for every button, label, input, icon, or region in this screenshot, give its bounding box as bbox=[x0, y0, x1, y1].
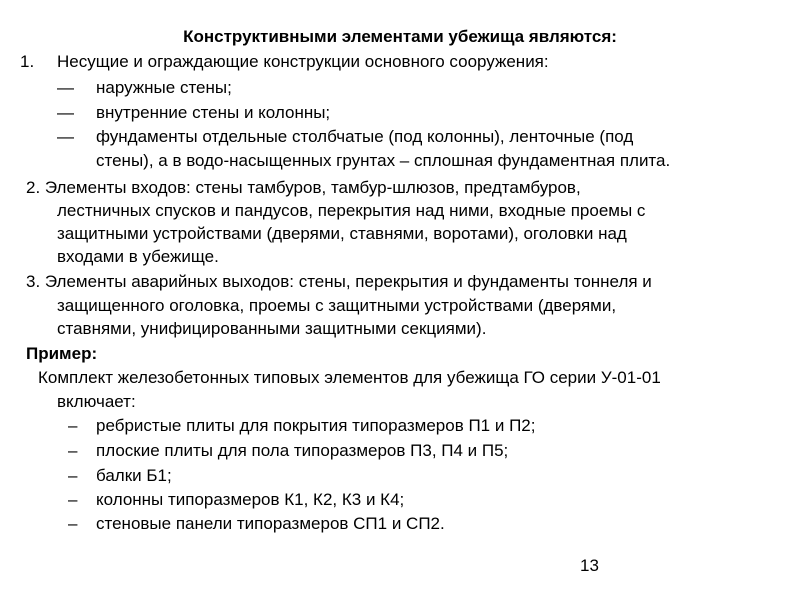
example-item-wall-panels: стеновые панели типоразмеров СП1 и СП2. bbox=[96, 514, 445, 533]
slide-title: Конструктивными элементами убежища являются: bbox=[183, 27, 617, 46]
dash-marker: – bbox=[68, 490, 78, 509]
example-item-columns: колонны типоразмеров К1, К2, К3 и К4; bbox=[96, 490, 405, 509]
subitem-inner-walls: внутренние стены и колонны; bbox=[96, 103, 331, 122]
dash-marker: – bbox=[68, 416, 78, 435]
example-item-beams: балки Б1; bbox=[96, 466, 172, 485]
subitem-foundations-line-2: стены), а в водо-насыщенных грунтах – сплошная фундаментная плита. bbox=[96, 151, 671, 170]
item-3-line-1: 3. Элементы аварийных выходов: стены, перекрытия и фундаменты тоннеля и bbox=[26, 272, 652, 291]
list-marker-1: 1. bbox=[20, 52, 35, 71]
example-item-flat-slabs: плоские плиты для пола типоразмеров П3, П4 и П5; bbox=[96, 441, 509, 460]
item-2-line-2: лестничных спусков и пандусов, перекрытия над ними, входные проемы с bbox=[57, 201, 646, 220]
item-3-line-2: защищенного оголовка, проемы с защитными устройствами (дверями, bbox=[57, 296, 617, 315]
item-2-line-1: 2. Элементы входов: стены тамбуров, тамбур-шлюзов, предтамбуров, bbox=[26, 178, 581, 197]
item-2-line-3: защитными устройствами (дверями, ставнями, воротами), оголовки над bbox=[57, 224, 627, 243]
dash-marker: — bbox=[57, 78, 74, 97]
example-intro-line-1: Комплект железобетонных типовых элементов для убежища ГО серии У-01-01 bbox=[38, 368, 661, 387]
example-item-ribbed-slabs: ребристые плиты для покрытия типоразмеров П1 и П2; bbox=[96, 416, 536, 435]
subitem-foundations-line-1: фундаменты отдельные столбчатые (под колонны), ленточные (под bbox=[96, 127, 634, 146]
example-heading: Пример: bbox=[26, 344, 98, 363]
dash-marker: — bbox=[57, 127, 74, 146]
page-number: 13 bbox=[580, 556, 599, 575]
dash-marker: – bbox=[68, 441, 78, 460]
item-2-line-4: входами в убежище. bbox=[57, 247, 219, 266]
item-3-line-3: ставнями, унифицированными защитными секциями). bbox=[57, 319, 487, 338]
dash-marker: – bbox=[68, 514, 78, 533]
dash-marker: – bbox=[68, 466, 78, 485]
subitem-outer-walls: наружные стены; bbox=[96, 78, 232, 97]
dash-marker: — bbox=[57, 103, 74, 122]
example-intro-line-2: включает: bbox=[57, 392, 136, 411]
item-1-text: Несущие и ограждающие конструкции основного сооружения: bbox=[57, 52, 549, 71]
